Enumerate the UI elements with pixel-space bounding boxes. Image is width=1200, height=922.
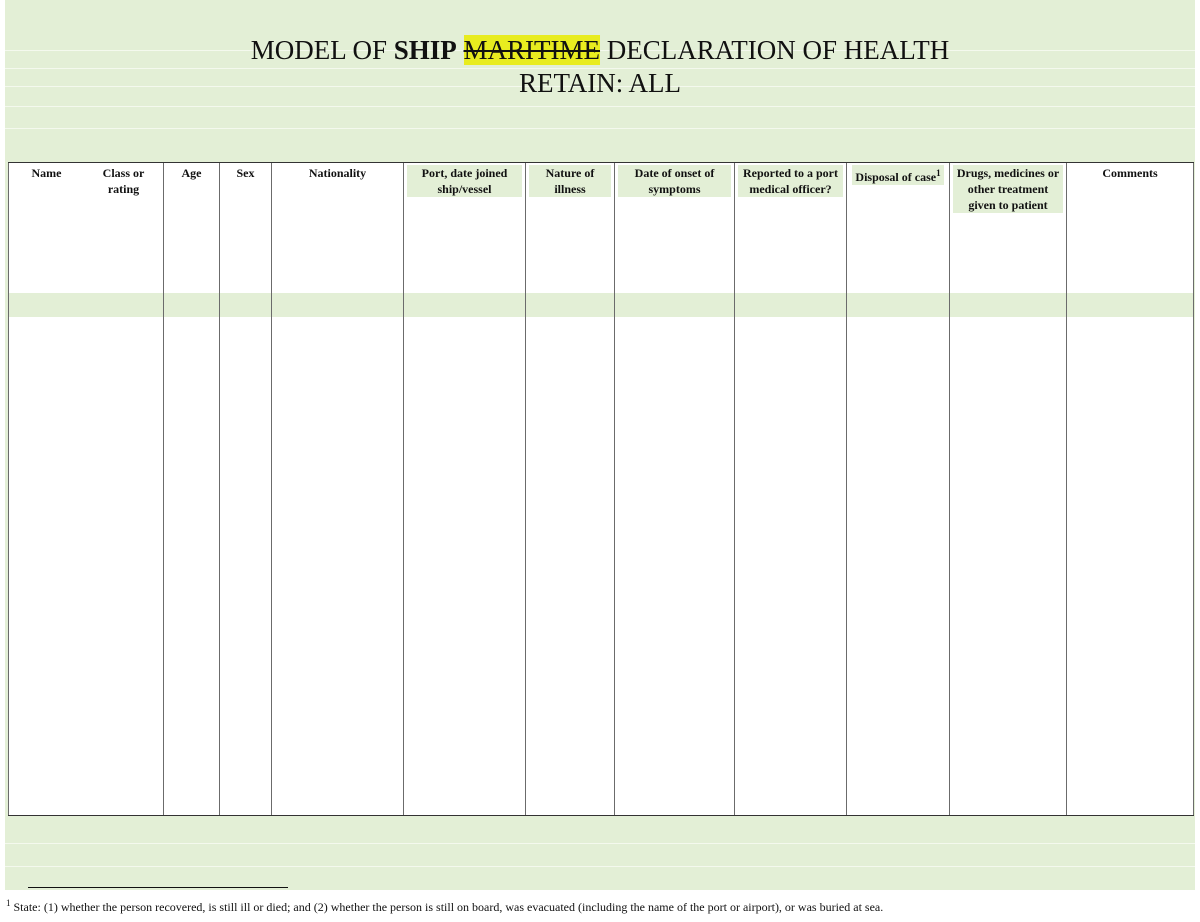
column-date-of-onset[interactable] xyxy=(615,163,735,815)
column-header xyxy=(404,163,525,197)
row-band xyxy=(9,293,84,317)
document-title xyxy=(0,34,1200,100)
row-band xyxy=(220,293,271,317)
column-header-label: Port, date joined ship/vessel xyxy=(407,165,522,197)
title-line-2: RETAIN: ALL xyxy=(518,68,682,98)
column-comments[interactable] xyxy=(1067,163,1194,815)
row-band xyxy=(615,293,734,317)
background-stripe xyxy=(5,843,1195,844)
footnote xyxy=(6,895,1196,915)
column-header xyxy=(847,163,949,185)
row-band xyxy=(735,293,846,317)
column-header: Sex xyxy=(236,166,255,180)
row-band xyxy=(847,293,949,317)
column-header xyxy=(950,163,1066,213)
title-bold-word: SHIP xyxy=(393,35,457,65)
column-port-date-joined[interactable] xyxy=(404,163,526,815)
health-declaration-table xyxy=(8,163,1194,815)
column-header: Nationality xyxy=(308,166,367,180)
column-header-label: Date of onset of symptoms xyxy=(618,165,731,197)
title-line-1 xyxy=(0,34,1200,67)
footnote-reference: 1 xyxy=(936,168,941,178)
column-treatment[interactable] xyxy=(950,163,1067,815)
column-header-label: Nature of illness xyxy=(529,165,611,197)
background-stripe xyxy=(5,866,1195,867)
title-prefix: MODEL OF xyxy=(250,35,394,65)
background-stripe xyxy=(5,128,1195,129)
column-header-label: Reported to a port medical officer? xyxy=(738,165,843,197)
column-header xyxy=(735,163,846,197)
column-header-text: Disposal of case xyxy=(855,170,937,184)
column-header: Name xyxy=(31,166,62,180)
row-band xyxy=(950,293,1066,317)
row-band xyxy=(272,293,403,317)
column-header-label xyxy=(852,165,943,185)
title-struck-word: MARITIME xyxy=(463,35,601,65)
column-nature-of-illness[interactable] xyxy=(526,163,615,815)
background-stripe xyxy=(5,106,1195,107)
column-name[interactable] xyxy=(8,163,85,815)
column-reported-to-port-medical-officer[interactable] xyxy=(735,163,847,815)
column-header: Comments xyxy=(1102,166,1158,180)
column-header: Class or rating xyxy=(102,166,145,196)
column-class-or-rating[interactable] xyxy=(84,163,164,815)
column-header xyxy=(526,163,614,197)
footnote-mark: 1 xyxy=(6,898,11,908)
column-header-label: Drugs, medicines or other treatment given to patient xyxy=(953,165,1063,213)
row-band xyxy=(84,293,163,317)
title-suffix: DECLARATION OF HEALTH xyxy=(600,35,950,65)
column-header xyxy=(615,163,734,197)
row-band xyxy=(526,293,614,317)
column-header: Age xyxy=(181,166,202,180)
footnote-separator xyxy=(28,887,288,888)
footnote-text: State: (1) whether the person recovered, is still ill or died; and (2) whether the person is still on board, was evacuated (including the name of the port or airport), or was buried at sea. xyxy=(13,900,884,914)
column-age[interactable] xyxy=(164,163,220,815)
row-band xyxy=(164,293,219,317)
column-sex[interactable] xyxy=(220,163,272,815)
column-nationality[interactable] xyxy=(272,163,404,815)
row-band xyxy=(1067,293,1193,317)
column-disposal-of-case[interactable] xyxy=(847,163,950,815)
table-bottom-border xyxy=(8,815,1194,816)
row-band xyxy=(404,293,525,317)
